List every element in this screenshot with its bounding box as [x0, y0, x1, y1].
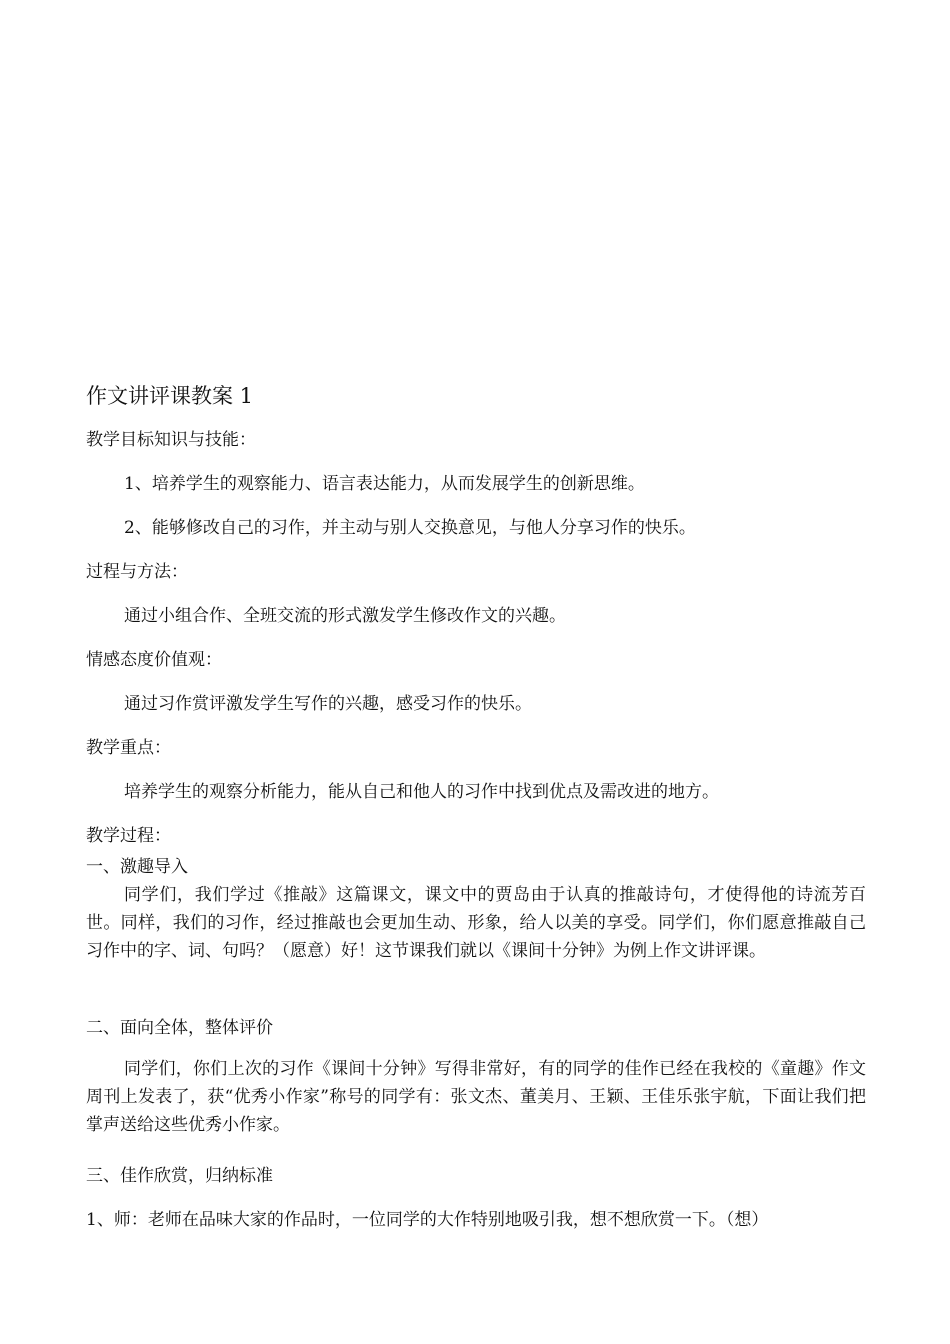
emotion-text: 通过习作赏评激发学生写作的兴趣，感受习作的快乐。: [124, 694, 532, 714]
key-point-heading: 教学重点：: [86, 738, 171, 758]
emotion-heading: 情感态度价值观：: [86, 650, 222, 670]
objectives-heading: 教学目标知识与技能：: [86, 430, 256, 450]
section-3-item-1: 1、师：老师在品味大家的作品时，一位同学的大作特别地吸引我，想不想欣赏一下。（想）: [86, 1210, 769, 1230]
section-1-heading: 一、激趣导入: [86, 857, 188, 877]
process-method-text: 通过小组合作、全班交流的形式激发学生修改作文的兴趣。: [124, 606, 566, 626]
section-1-text: 同学们，我们学过《推敲》这篇课文，课文中的贾岛由于认真的推敲诗句，才使得他的诗流芳百世。同样，我们的习作，经过推敲也会更加生动、形象，给人以美的享受。同学们，你们愿意推敲自己习作中的字、词、句吗？（愿意）好！这节课我们就以《课间十分钟》为例上作文讲评课。: [86, 885, 866, 961]
objective-1: 1、培养学生的观察能力、语言表达能力，从而发展学生的创新思维。: [124, 474, 645, 494]
section-2-text: 同学们，你们上次的习作《课间十分钟》写得非常好，有的同学的佳作已经在我校的《童趣》作文周刊上发表了，获“优秀小作家”称号的同学有：张文杰、董美月、王颖、王佳乐张宇航，下面让我们把掌声送给这些优秀小作家。: [86, 1059, 866, 1135]
section-2-heading: 二、面向全体，整体评价: [86, 1018, 273, 1038]
objective-2: 2、能够修改自己的习作，并主动与别人交换意见，与他人分享习作的快乐。: [124, 518, 696, 538]
document-title: 作文讲评课教案 1: [86, 384, 254, 408]
process-method-heading: 过程与方法：: [86, 562, 188, 582]
key-point-text: 培养学生的观察分析能力，能从自己和他人的习作中找到优点及需改进的地方。: [124, 782, 719, 802]
teaching-process-heading: 教学过程：: [86, 826, 171, 846]
section-3-heading: 三、佳作欣赏，归纳标准: [86, 1166, 273, 1186]
